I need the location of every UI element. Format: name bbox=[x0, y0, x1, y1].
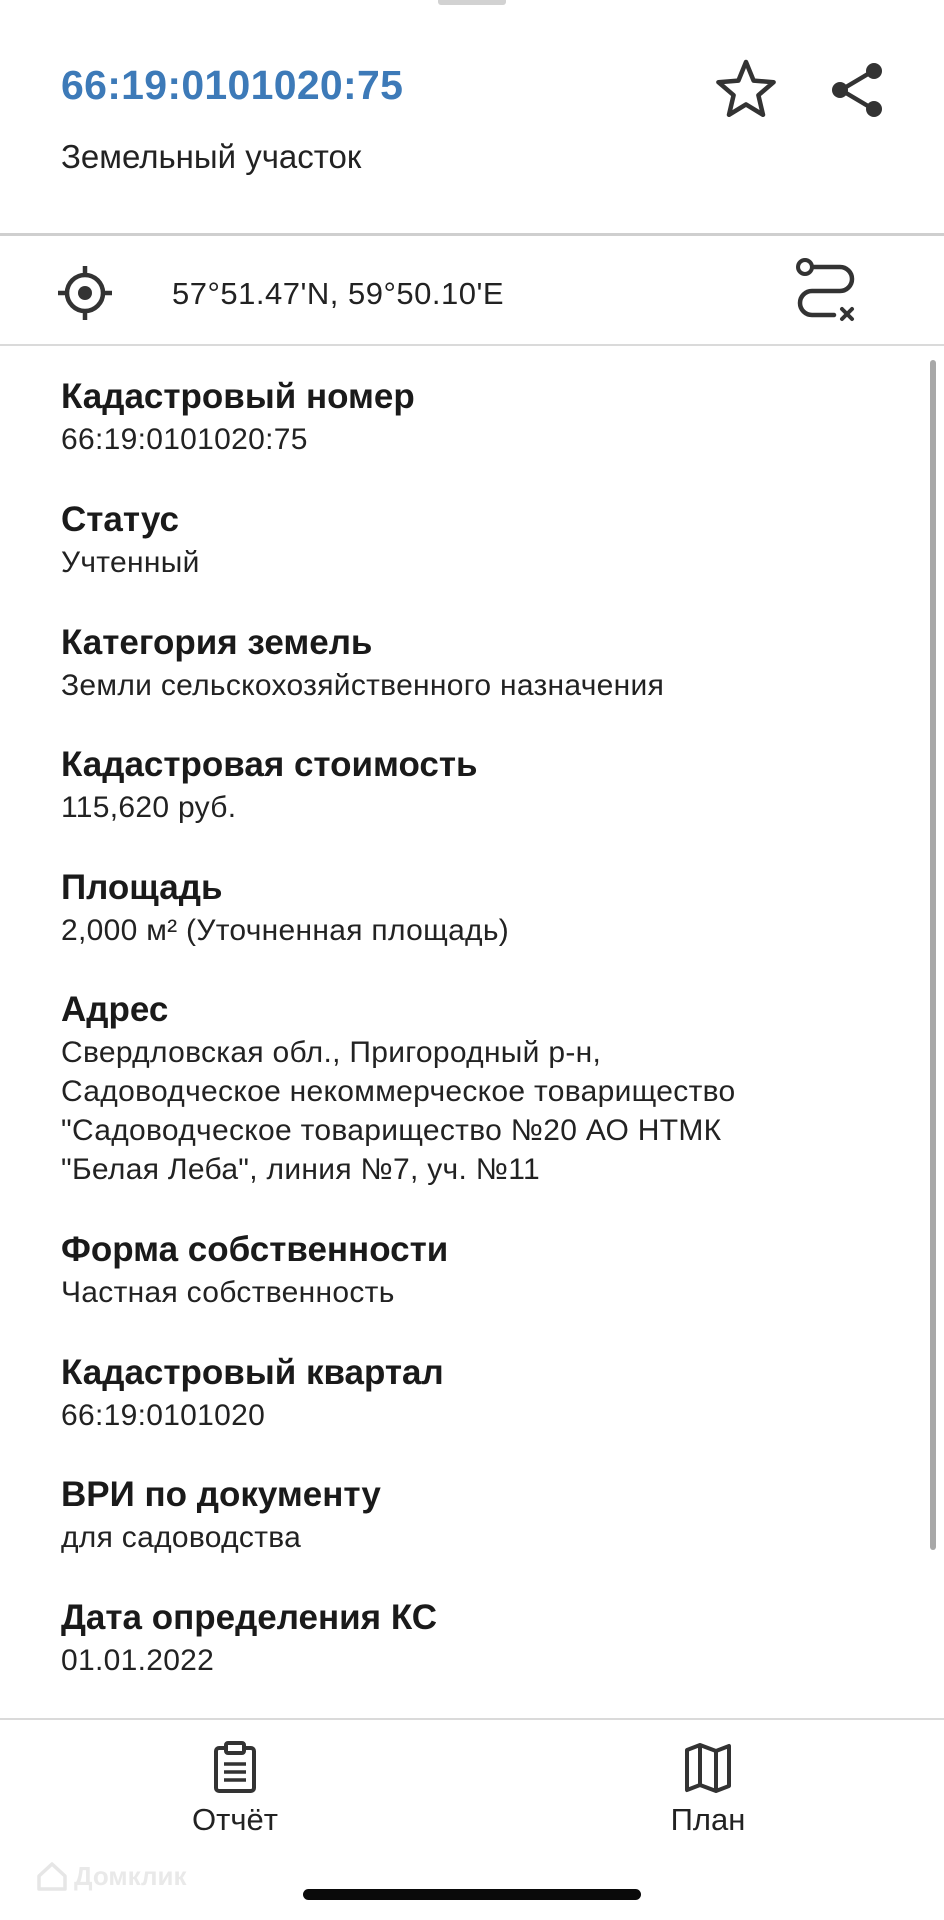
field-value-line: "Белая Леба", линия №7, уч. №11 bbox=[61, 1153, 540, 1186]
location-target-icon bbox=[56, 264, 114, 322]
field-land-category bbox=[61, 622, 881, 705]
favorite-button[interactable] bbox=[706, 50, 786, 130]
field-value: 2,000 м² (Уточненная площадь) bbox=[61, 914, 510, 947]
field-permitted-use bbox=[61, 1474, 881, 1557]
home-indicator[interactable] bbox=[303, 1889, 641, 1900]
field-cadastral-value bbox=[61, 744, 881, 827]
field-label: Статус bbox=[61, 500, 179, 539]
object-type-subtitle: Земельный участок bbox=[61, 138, 362, 175]
field-value: 66:19:0101020:75 bbox=[61, 423, 308, 456]
field-cadastral-quarter bbox=[61, 1352, 881, 1435]
scrollbar[interactable] bbox=[930, 360, 936, 1550]
object-header bbox=[0, 0, 944, 234]
coordinates-text[interactable]: 57°51.47'N, 59°50.10'E bbox=[172, 276, 505, 311]
field-label: ВРИ по документу bbox=[61, 1475, 381, 1514]
field-value: для садоводства bbox=[61, 1521, 302, 1554]
field-address bbox=[61, 989, 881, 1189]
field-label: Кадастровый квартал bbox=[61, 1353, 444, 1392]
field-valuation-date bbox=[61, 1597, 881, 1680]
plan-button[interactable] bbox=[608, 1736, 808, 1856]
report-button[interactable] bbox=[135, 1736, 335, 1856]
watermark-text: Домклик bbox=[74, 1860, 187, 1891]
plan-button-label: План bbox=[670, 1802, 746, 1837]
details-list[interactable] bbox=[0, 346, 944, 1718]
field-label: Форма собственности bbox=[61, 1230, 449, 1269]
field-area bbox=[61, 867, 881, 950]
field-value-line: Свердловская обл., Пригородный р-н, bbox=[61, 1036, 602, 1069]
field-label: Адрес bbox=[61, 990, 169, 1029]
field-cadastral-number bbox=[61, 376, 881, 459]
star-outline-icon bbox=[714, 58, 778, 122]
field-value: Учтенный bbox=[61, 546, 200, 579]
field-value-line: "Садоводческое товарищество №20 АО НТМК bbox=[61, 1114, 722, 1147]
field-label: Кадастровая стоимость bbox=[61, 745, 478, 784]
field-label: Дата определения КС bbox=[61, 1598, 437, 1637]
field-value-line: Садоводческое некоммерческое товарищество bbox=[61, 1075, 736, 1108]
field-value: 115,620 руб. bbox=[61, 791, 237, 824]
share-button[interactable] bbox=[818, 50, 898, 130]
map-icon bbox=[684, 1740, 732, 1794]
field-value: Земли сельскохозяйственного назначения bbox=[61, 669, 665, 702]
field-label: Площадь bbox=[61, 868, 223, 907]
route-clear-icon[interactable] bbox=[790, 256, 862, 328]
field-value: 01.01.2022 bbox=[61, 1644, 215, 1677]
field-ownership-form bbox=[61, 1229, 881, 1312]
home-logo-icon bbox=[36, 1860, 68, 1892]
field-value: 66:19:0101020 bbox=[61, 1399, 266, 1432]
domclick-watermark bbox=[36, 1858, 186, 1894]
field-label: Кадастровый номер bbox=[61, 377, 415, 416]
clipboard-report-icon bbox=[211, 1740, 259, 1794]
field-label: Категория земель bbox=[61, 623, 373, 662]
report-button-label: Отчёт bbox=[192, 1802, 278, 1837]
share-icon bbox=[829, 61, 887, 119]
field-value: Частная собственность bbox=[61, 1276, 395, 1309]
cadastral-number-title: 66:19:0101020:75 bbox=[61, 62, 404, 108]
field-status bbox=[61, 499, 881, 582]
